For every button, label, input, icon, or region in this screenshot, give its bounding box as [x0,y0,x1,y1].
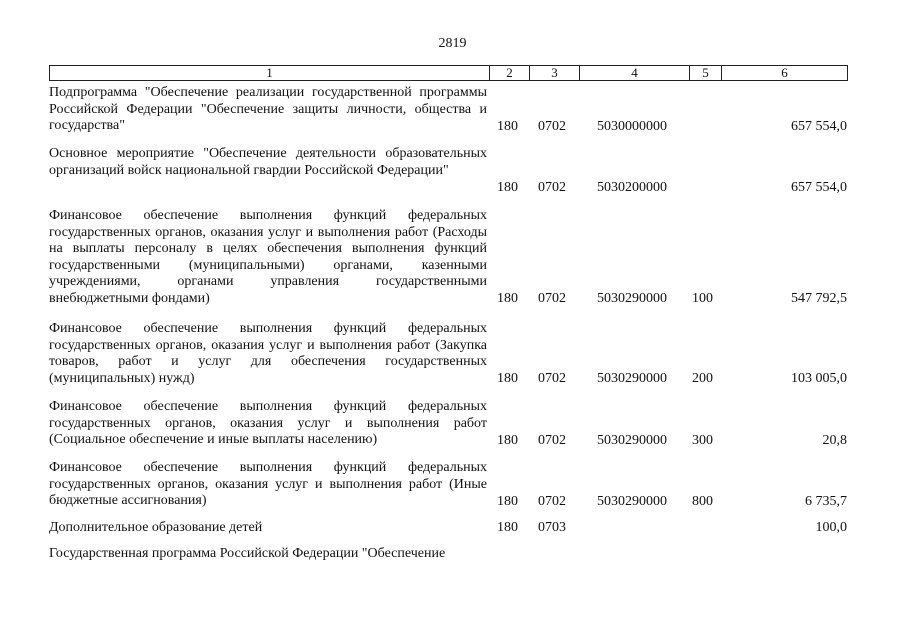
header-cell-2: 2 [490,66,530,80]
row-target: 5030200000 [597,180,667,195]
row-amount: 547 792,5 [791,291,847,306]
row-ministry: 180 [497,520,518,535]
row-section: 0702 [538,119,566,134]
row-ministry: 180 [497,180,518,195]
header-cell-5: 5 [690,66,722,80]
page-number: 2819 [438,36,467,51]
row-ministry: 180 [497,371,518,386]
row-amount: 657 554,0 [791,180,847,195]
row-description: Основное мероприятие "Обеспечение деятельности образовательных организаций войск национальной гвардии Российской Федерации" [49,146,487,178]
row-expense-type: 200 [692,371,713,386]
row-ministry: 180 [497,433,518,448]
row-amount: 657 554,0 [791,119,847,134]
row-section: 0702 [538,291,566,306]
row-expense-type: 800 [692,494,713,509]
row-section: 0703 [538,520,566,535]
header-cell-4: 4 [580,66,690,80]
header-cell-3: 3 [530,66,580,80]
row-amount: 100,0 [815,520,847,535]
row-target: 5030000000 [597,119,667,134]
row-expense-type: 100 [692,291,713,306]
row-amount: 6 735,7 [805,494,847,509]
table-header-row [49,65,848,81]
row-description: Государственная программа Российской Федерации "Обеспечение [49,546,446,561]
row-ministry: 180 [497,494,518,509]
row-section: 0702 [538,180,566,195]
row-amount: 20,8 [822,433,847,448]
row-section: 0702 [538,371,566,386]
row-description: Финансовое обеспечение выполнения функций федеральных государственных органов, оказания услуг и выполнения работ (Расходы на выплаты персоналу в целях обеспечения выполнения функций государственными (муниципальными) органами, казенными учреждениями, органами управления государственными внебюджетными фондами) [49,208,487,306]
row-section: 0702 [538,494,566,509]
row-target: 5030290000 [597,291,667,306]
row-expense-type: 300 [692,433,713,448]
row-description: Финансовое обеспечение выполнения функций федеральных государственных органов, оказания услуг и выполнения работ (Социальное обеспечение и иные выплаты населению) [49,399,487,448]
row-description: Финансовое обеспечение выполнения функций федеральных государственных органов, оказания услуг и выполнения работ (Закупка товаров, работ и услуг для обеспечения государственных (муниципальных) нужд) [49,321,487,386]
row-description: Финансовое обеспечение выполнения функций федеральных государственных органов, оказания услуг и выполнения работ (Иные бюджетные ассигнования) [49,460,487,509]
row-target: 5030290000 [597,371,667,386]
row-ministry: 180 [497,119,518,134]
header-cell-6: 6 [781,65,788,80]
row-description: Дополнительное образование детей [49,520,263,535]
header-cell-1: 1 [50,66,490,80]
row-target: 5030290000 [597,433,667,448]
row-ministry: 180 [497,291,518,306]
row-description: Подпрограмма "Обеспечение реализации государственной программы Российской Федерации "Обеспечение защиты личности, общества и государства" [49,85,487,134]
row-target: 5030290000 [597,494,667,509]
row-amount: 103 005,0 [791,371,847,386]
row-section: 0702 [538,433,566,448]
